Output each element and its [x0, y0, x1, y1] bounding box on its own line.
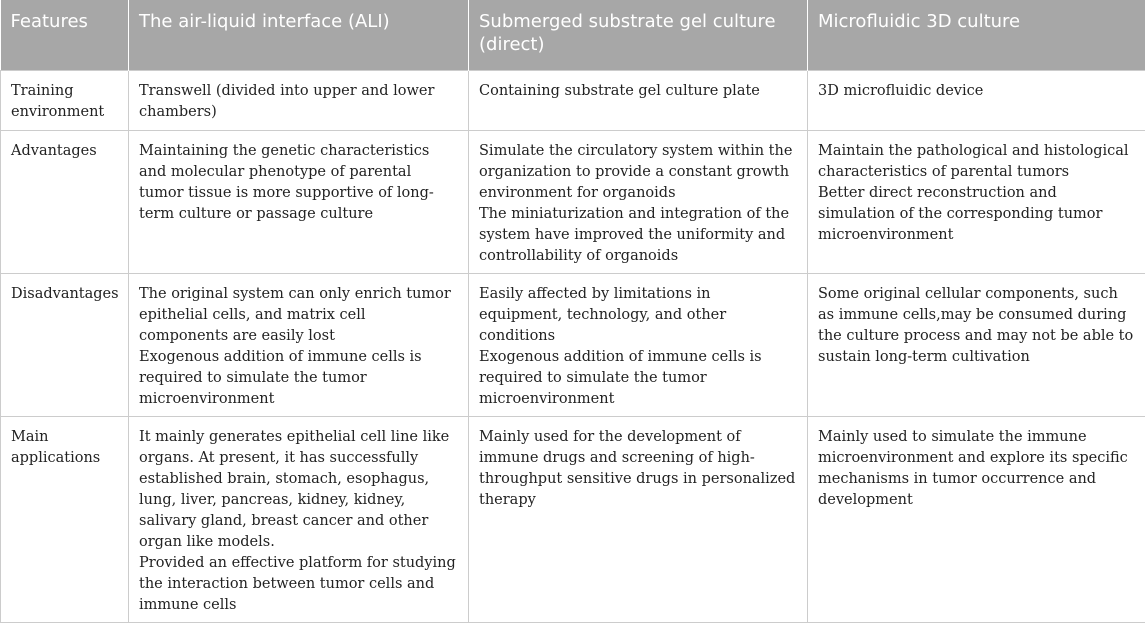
gel-cell: [469, 273, 808, 416]
table-row: [1, 273, 1145, 416]
cell-text: Simulate the circulatory system within the organization to provide a constant growth environment for organoids: [479, 141, 797, 204]
ali-cell: [129, 130, 469, 273]
ali-cell: [129, 416, 469, 622]
micro-cell: [808, 273, 1145, 416]
micro-cell: [808, 70, 1145, 130]
gel-cell: [469, 70, 808, 130]
cell-text: Maintain the pathological and histological characteristics of parental tumors: [818, 141, 1135, 183]
feature-cell: [1, 130, 129, 273]
header-submerged-gel: Submerged substrate gel culture (direct): [469, 0, 808, 70]
feature-cell: [1, 416, 129, 622]
micro-cell: [808, 416, 1145, 622]
cell-text: Better direct reconstruction and simulation of the corresponding tumor microenvironment: [818, 183, 1135, 246]
ali-cell: [129, 273, 469, 416]
header-row: [1, 0, 1145, 70]
feature-cell: [1, 273, 129, 416]
cell-text: Advantages: [11, 141, 118, 162]
cell-text: Maintaining the genetic characteristics and molecular phenotype of parental tumor tissue is more supportive of long-term culture or passage culture: [139, 141, 458, 225]
gel-cell: [469, 130, 808, 273]
cell-text: Provided an effective platform for studying the interaction between tumor cells and immune cells: [139, 553, 458, 616]
header-ali: The air-liquid interface (ALI): [129, 0, 469, 70]
cell-text: Main applications: [11, 427, 118, 469]
cell-text: Some original cellular components, such as immune cells,may be consumed during the culture process and may not be able to sustain long-term cultivation: [818, 284, 1135, 368]
cell-text: Mainly used for the development of immune drugs and screening of high-throughput sensitive drugs in personalized therapy: [479, 427, 797, 511]
header-features: Features: [1, 0, 129, 70]
cell-text: It mainly generates epithelial cell line like organs. At present, it has successfully established brain, stomach, esophagus, lung, liver, pancreas, kidney, kidney, salivary gland, breast cancer and other organ like models.: [139, 427, 458, 553]
ali-cell: [129, 70, 469, 130]
cell-text: Mainly used to simulate the immune microenvironment and explore its specific mechanisms in tumor occurrence and development: [818, 427, 1135, 511]
table-row: [1, 130, 1145, 273]
cell-text: Containing substrate gel culture plate: [479, 81, 797, 102]
cell-text: Exogenous addition of immune cells is required to simulate the tumor microenvironment: [139, 347, 458, 410]
cell-text: Disadvantages: [11, 284, 118, 305]
feature-cell: [1, 70, 129, 130]
cell-text: Transwell (divided into upper and lower chambers): [139, 81, 458, 123]
table-row: [1, 70, 1145, 130]
cell-text: Exogenous addition of immune cells is required to simulate the tumor microenvironment: [479, 347, 797, 410]
cell-text: The miniaturization and integration of the system have improved the uniformity and controllability of organoids: [479, 204, 797, 267]
cell-text: The original system can only enrich tumor epithelial cells, and matrix cell components are easily lost: [139, 284, 458, 347]
cell-text: Training environment: [11, 81, 118, 123]
micro-cell: [808, 130, 1145, 273]
cell-text: Easily affected by limitations in equipment, technology, and other conditions: [479, 284, 797, 347]
header-microfluidic: Microfluidic 3D culture: [808, 0, 1145, 70]
cell-text: 3D microfluidic device: [818, 81, 1135, 102]
gel-cell: [469, 416, 808, 622]
table-row: [1, 416, 1145, 622]
